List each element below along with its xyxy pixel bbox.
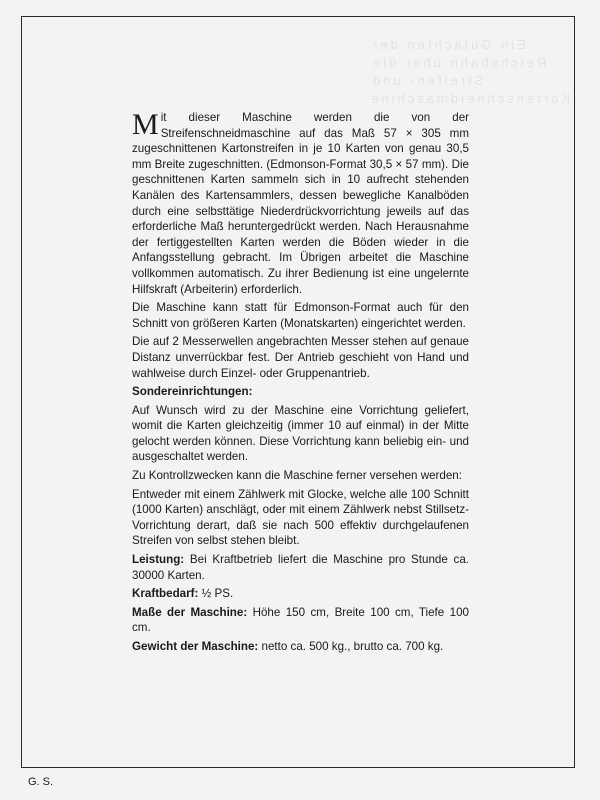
signature: G. S. xyxy=(28,776,54,788)
paragraph-text: it dieser Maschine werden die von der Streifenschneidmaschine auf das Maß 57 × 305 mm zugeschnittenen Kartonstreifen in je 10 Karten von genau 30,5 mm Breite zugeschnitten. (Edmonson-Format 30,5 × 57 mm). Die geschnittenen Karten sammeln sich in 10 aufrecht stehenden Kanälen des Kartensammlers, dessen bewegliche Kanalböden durch eine selbsttätige Niederdrückvorrichtung jeweils auf das erforderliche Maß heruntergedrückt werden. Nach Herausnahme der fertiggestellten Karten werden die Böden wieder in die Anfangsstellung gebracht. Im Übrigen arbeitet die Maschine vollkommen automatisch. Zu ihrer Bedienung ist eine ungelernte Hilfskraft (Arbeiterin) erforderlich. xyxy=(132,111,469,296)
paragraph: Die Maschine kann statt für Edmonson-Format auch für den Schnitt von größeren Karten (Monatskarten) eingerichtet werden. xyxy=(132,301,469,330)
paragraph: Auf Wunsch wird zu der Maschine eine Vorrichtung geliefert, womit die Karten gleichzeitig (immer 10 auf einmal) in der Mitte gelocht werden können. Diese Vorrichtung kann beliebig ein- und ausgeschaltet werden. xyxy=(132,403,469,464)
spec-value: netto ca. 500 kg., brutto ca. 700 kg. xyxy=(261,640,444,653)
spec-gewicht xyxy=(132,639,469,655)
drop-cap: M xyxy=(132,108,159,141)
spec-label: Maße der Maschine: xyxy=(132,605,248,619)
section-heading: Sondereinrichtungen: xyxy=(132,385,253,399)
spec-label: Kraftbedarf: xyxy=(132,587,199,601)
spec-leistung xyxy=(132,552,469,583)
paragraph: Entweder mit einem Zählwerk mit Glocke, welche alle 100 Schnitt (1000 Karten) anschlägt, oder mit einem Zählwerk nebst Stillsetz-Vorrichtung derart, daß sie nach 500 effektiv durchgelaufenen Streifen von selbst stehen bleibt. xyxy=(132,487,469,548)
spec-masse xyxy=(132,605,469,636)
spec-value: Bei Kraftbetrieb liefert die Maschine pro Stunde ca. 30000 Karten. xyxy=(132,553,469,582)
body-text xyxy=(132,110,469,658)
paragraph xyxy=(132,110,469,297)
spec-label: Gewicht der Maschine: xyxy=(132,640,259,653)
spec-label: Leistung: xyxy=(132,553,185,567)
paragraph: Zu Kontrollzwecken kann die Maschine ferner versehen werden: xyxy=(132,469,462,483)
spec-value: Höhe 150 cm, Breite 100 cm, Tiefe 100 cm. xyxy=(132,605,469,635)
spec-value: ½ PS. xyxy=(201,587,234,601)
paragraph: Die auf 2 Messerwellen angebrachten Messer stehen auf genaue Distanz unverrückbar fest. Der Antrieb geschieht von Hand und wahlweise durch Einzel- oder Gruppenantrieb. xyxy=(132,335,469,380)
spec-kraftbedarf xyxy=(132,586,469,602)
bleed-through-text: Ein Gutachten der Reichsbahn über die Streifen- und Kartenschneidmaschine xyxy=(368,37,570,106)
